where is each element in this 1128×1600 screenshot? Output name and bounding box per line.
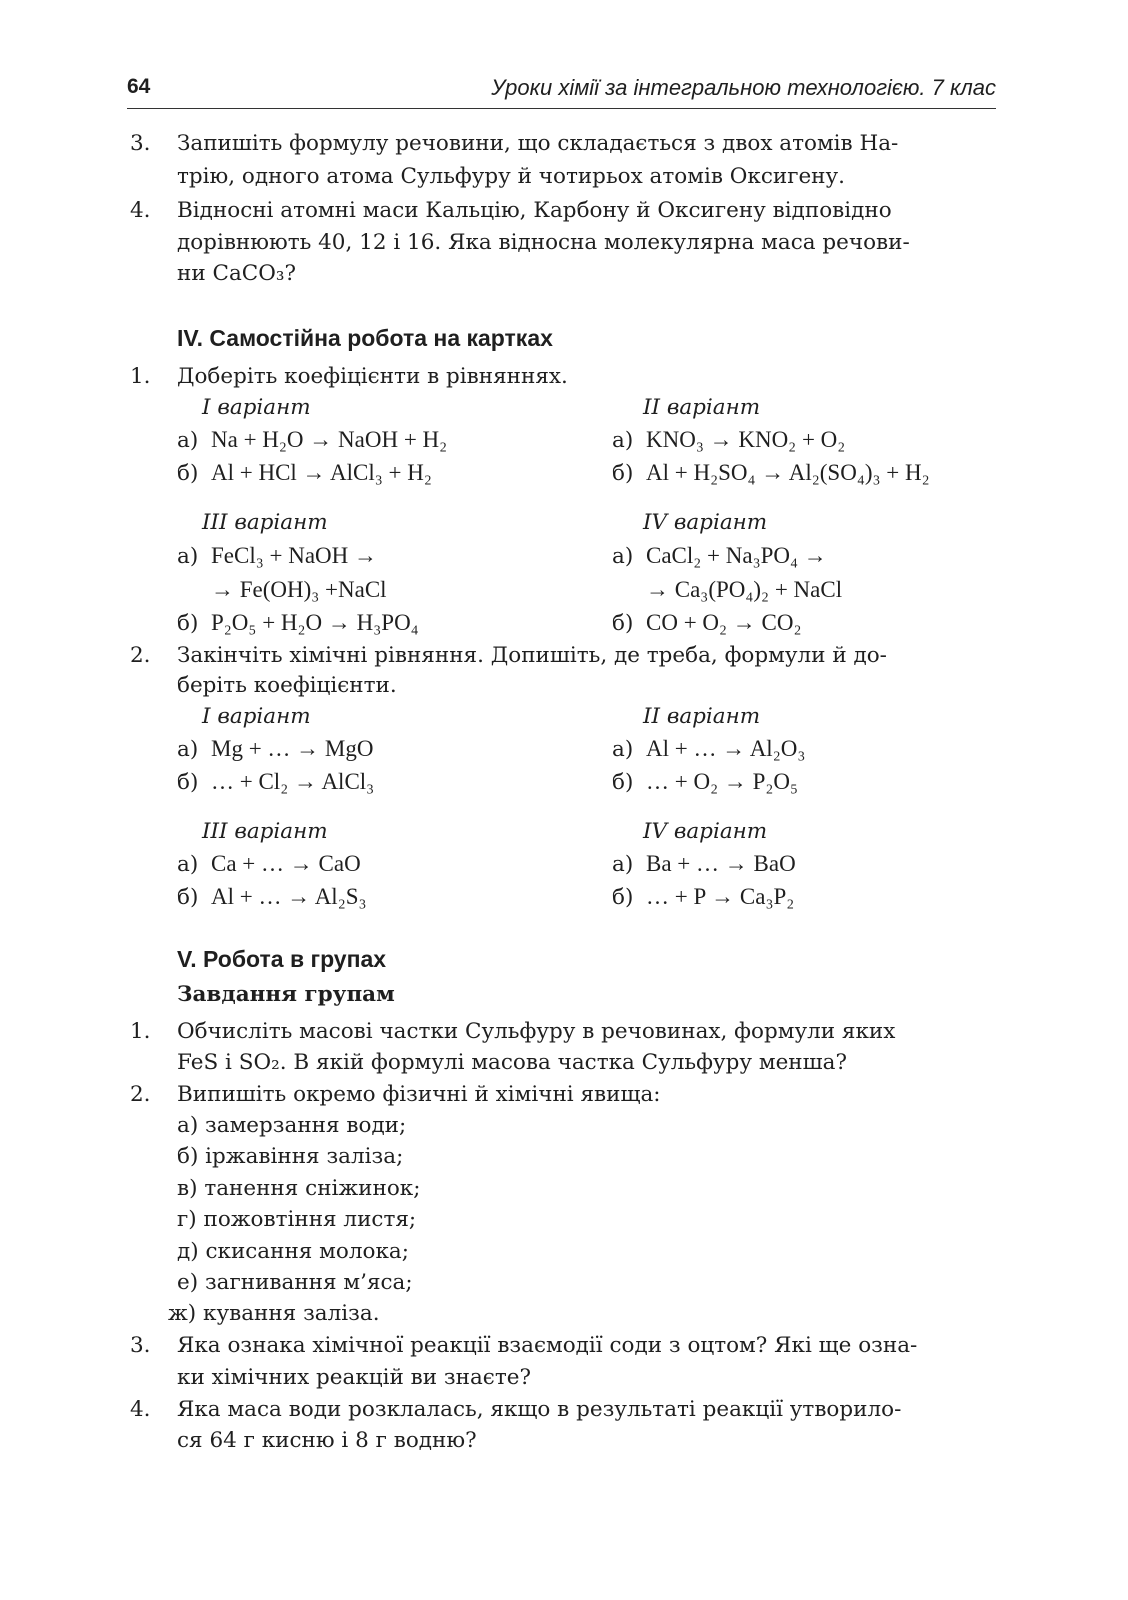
variant-title: IV варіант xyxy=(643,819,768,844)
equation: FeCl₃ + NaOH → xyxy=(211,543,378,568)
equation-label: б) xyxy=(177,885,199,910)
item-text-line: Відносні атомні маси Кальцію, Карбону й Оксигену відповідно xyxy=(177,198,892,223)
equation-label: а) xyxy=(177,544,199,569)
equation-label: б) xyxy=(612,770,634,795)
list-item: г) пожовтіння листя; xyxy=(177,1207,417,1232)
equation: Al + HCl → AlCl₃ + H₂ xyxy=(211,460,432,485)
equation-row xyxy=(612,425,845,456)
section-heading: V. Робота в групах xyxy=(177,946,387,972)
task-number: 1. xyxy=(130,364,151,389)
task-number: 2. xyxy=(130,1082,151,1107)
equation: Al + … → Al₂S₃ xyxy=(211,884,367,909)
item-text-line: ни CaCO₃? xyxy=(177,261,296,286)
equation-label: б) xyxy=(612,611,634,636)
equation-row xyxy=(612,734,805,765)
equation: CO + O₂ → CO₂ xyxy=(646,610,802,635)
equation-row xyxy=(177,425,447,456)
equation-row xyxy=(177,767,374,798)
list-item: а) замерзання води; xyxy=(177,1113,407,1138)
equation: P₂O₅ + H₂O → H₃PO₄ xyxy=(211,610,419,635)
equation-label: б) xyxy=(612,461,634,486)
equation: … + O₂ → P₂O₅ xyxy=(646,769,799,794)
list-item: б) іржавіння заліза; xyxy=(177,1144,404,1169)
equation-row xyxy=(177,849,361,880)
variant-title: III варіант xyxy=(202,819,328,844)
equation-label: а) xyxy=(177,737,199,762)
equation-row xyxy=(612,541,827,572)
task-text-line: беріть коефіцієнти. xyxy=(177,673,397,698)
list-item: е) загнивання м’яса; xyxy=(177,1270,413,1295)
task-text-line: ся 64 г кисню і 8 г водню? xyxy=(177,1428,477,1453)
item-text-line: Запишіть формулу речовини, що складається з двох атомів На- xyxy=(177,131,899,156)
list-item: ж) кування заліза. xyxy=(168,1301,380,1326)
variant-title: I варіант xyxy=(202,704,311,729)
equation: Al + … → Al₂O₃ xyxy=(646,736,806,761)
task-number: 3. xyxy=(130,1333,151,1358)
equation-label: б) xyxy=(177,461,199,486)
item-number: 3. xyxy=(130,131,151,156)
task-text-line: Обчисліть масові частки Сульфуру в речовинах, формули яких xyxy=(177,1019,896,1044)
equation-label: б) xyxy=(612,885,634,910)
subsection-heading: Завдання групам xyxy=(177,982,395,1007)
item-number: 4. xyxy=(130,198,151,223)
equation: KNO₃ → KNO₂ + O₂ xyxy=(646,427,846,452)
task-text-line: Випишіть окремо фізичні й хімічні явища: xyxy=(177,1082,661,1107)
list-item: д) скисання молока; xyxy=(177,1239,409,1264)
equation-row xyxy=(177,541,377,572)
equation-label: а) xyxy=(612,737,634,762)
task-number: 2. xyxy=(130,643,151,668)
equation-row xyxy=(177,458,432,489)
task-text-line: Закінчіть хімічні рівняння. Допишіть, де треба, формули й до- xyxy=(177,643,887,668)
equation: Ca + … → CaO xyxy=(211,851,361,876)
equation: CaCl₂ + Na₃PO₄ → xyxy=(646,543,827,568)
task-text-line: ки хімічних реакцій ви знаєте? xyxy=(177,1365,531,1390)
running-title: Уроки хімії за інтегральною технологією. 7 клас xyxy=(491,75,996,100)
task-text-line: Яка ознака хімічної реакції взаємодії соди з оцтом? Які ще озна- xyxy=(177,1333,918,1358)
variant-title: II варіант xyxy=(643,395,761,420)
equation: Mg + … → MgO xyxy=(211,736,374,761)
equation-row xyxy=(612,882,794,913)
variant-title: II варіант xyxy=(643,704,761,729)
equation-label: а) xyxy=(177,428,199,453)
equation-row xyxy=(612,608,802,639)
equation-continuation: → Ca₃(PO₄)₂ + NaCl xyxy=(646,577,843,602)
task-number: 1. xyxy=(130,1019,151,1044)
equation-row xyxy=(177,608,419,639)
task-text-line: Яка маса води розклалась, якщо в результаті реакції утворило- xyxy=(177,1397,902,1422)
variant-title: III варіант xyxy=(202,510,328,535)
section-heading: IV. Самостійна робота на картках xyxy=(177,325,553,351)
equation: Al + H₂SO₄ → Al₂(SO₄)₃ + H₂ xyxy=(646,460,930,485)
equation-row xyxy=(177,882,367,913)
equation-continuation: → Fe(OH)₃ +NaCl xyxy=(211,577,387,602)
equation-label: а) xyxy=(177,852,199,877)
equation-label: б) xyxy=(177,611,199,636)
item-text-line: дорівнюють 40, 12 і 16. Яка відносна молекулярна маса речови- xyxy=(177,230,910,255)
equation: Ba + … → BaO xyxy=(646,851,796,876)
equation-row xyxy=(612,849,796,880)
equation: … + P → Ca₃P₂ xyxy=(646,884,795,909)
page-number: 64 xyxy=(127,75,151,98)
page-header xyxy=(127,74,996,109)
task-number: 4. xyxy=(130,1397,151,1422)
list-item: в) танення сніжинок; xyxy=(177,1176,421,1201)
equation-label: а) xyxy=(612,544,634,569)
equation-label: а) xyxy=(612,852,634,877)
equation-row xyxy=(612,767,798,798)
item-text-line: трію, одного атома Сульфуру й чотирьох атомів Оксигену. xyxy=(177,164,845,189)
equation-row xyxy=(612,458,930,489)
task-text-line: FeS і SO₂. В якій формулі масова частка Сульфуру менша? xyxy=(177,1050,847,1075)
equation-row xyxy=(177,734,373,765)
variant-title: I варіант xyxy=(202,395,311,420)
task-text: Доберіть коефіцієнти в рівняннях. xyxy=(177,364,568,389)
equation: … + Cl₂ → AlCl₃ xyxy=(211,769,375,794)
equation-label: б) xyxy=(177,770,199,795)
equation-label: а) xyxy=(612,428,634,453)
variant-title: IV варіант xyxy=(643,510,768,535)
equation: Na + H₂O → NaOH + H₂ xyxy=(211,427,448,452)
